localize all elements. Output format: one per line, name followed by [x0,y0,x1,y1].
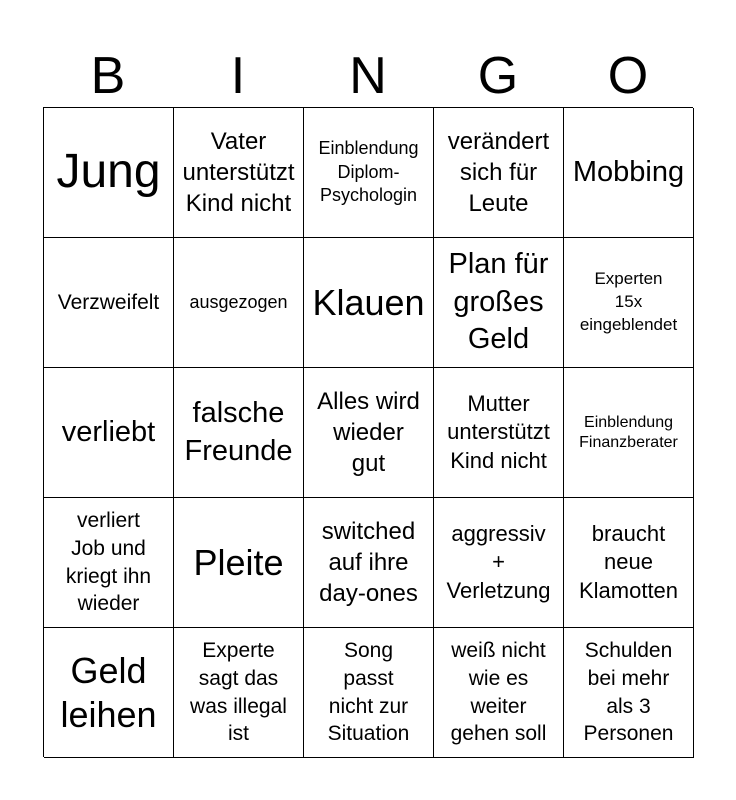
header-letter-b: B [90,47,126,105]
bingo-cell[interactable]: Plan für großes Geld [434,238,564,368]
bingo-cell[interactable]: ausgezogen [174,238,304,368]
bingo-cell[interactable]: weiß nicht wie es weiter gehen soll [434,628,564,758]
header-letter-i: I [230,47,246,105]
bingo-cell[interactable]: verliebt [44,368,174,498]
bingo-cell[interactable]: Schulden bei mehr als 3 Personen [564,628,694,758]
bingo-cell[interactable]: Experten 15x eingeblendet [564,238,694,368]
bingo-cell[interactable]: Jung [44,108,174,238]
bingo-cell[interactable]: Vater unterstützt Kind nicht [174,108,304,238]
bingo-header [43,44,693,108]
bingo-cell[interactable]: Klauen [304,238,434,368]
bingo-cell[interactable]: verändert sich für Leute [434,108,564,238]
bingo-cell[interactable]: Alles wird wieder gut [304,368,434,498]
bingo-cell[interactable]: verliert Job und kriegt ihn wieder [44,498,174,628]
bingo-cell[interactable]: Experte sagt das was illegal ist [174,628,304,758]
bingo-cell[interactable]: switched auf ihre day-ones [304,498,434,628]
bingo-cell[interactable]: Verzweifelt [44,238,174,368]
header-letter-n: N [349,47,387,105]
bingo-cell[interactable]: Einblendung Finanzberater [564,368,694,498]
header-letter-g: G [477,47,519,105]
bingo-cell[interactable]: aggressiv + Verletzung [434,498,564,628]
bingo-cell[interactable]: Einblendung Diplom- Psychologin [304,108,434,238]
header-letter-o: O [607,47,649,105]
bingo-cell[interactable]: braucht neue Klamotten [564,498,694,628]
bingo-cell[interactable]: Mobbing [564,108,694,238]
bingo-cell[interactable]: Song passt nicht zur Situation [304,628,434,758]
bingo-cell[interactable]: Pleite [174,498,304,628]
bingo-board [43,107,693,757]
bingo-cell[interactable]: falsche Freunde [174,368,304,498]
bingo-cell[interactable]: Mutter unterstützt Kind nicht [434,368,564,498]
bingo-cell[interactable]: Geld leihen [44,628,174,758]
